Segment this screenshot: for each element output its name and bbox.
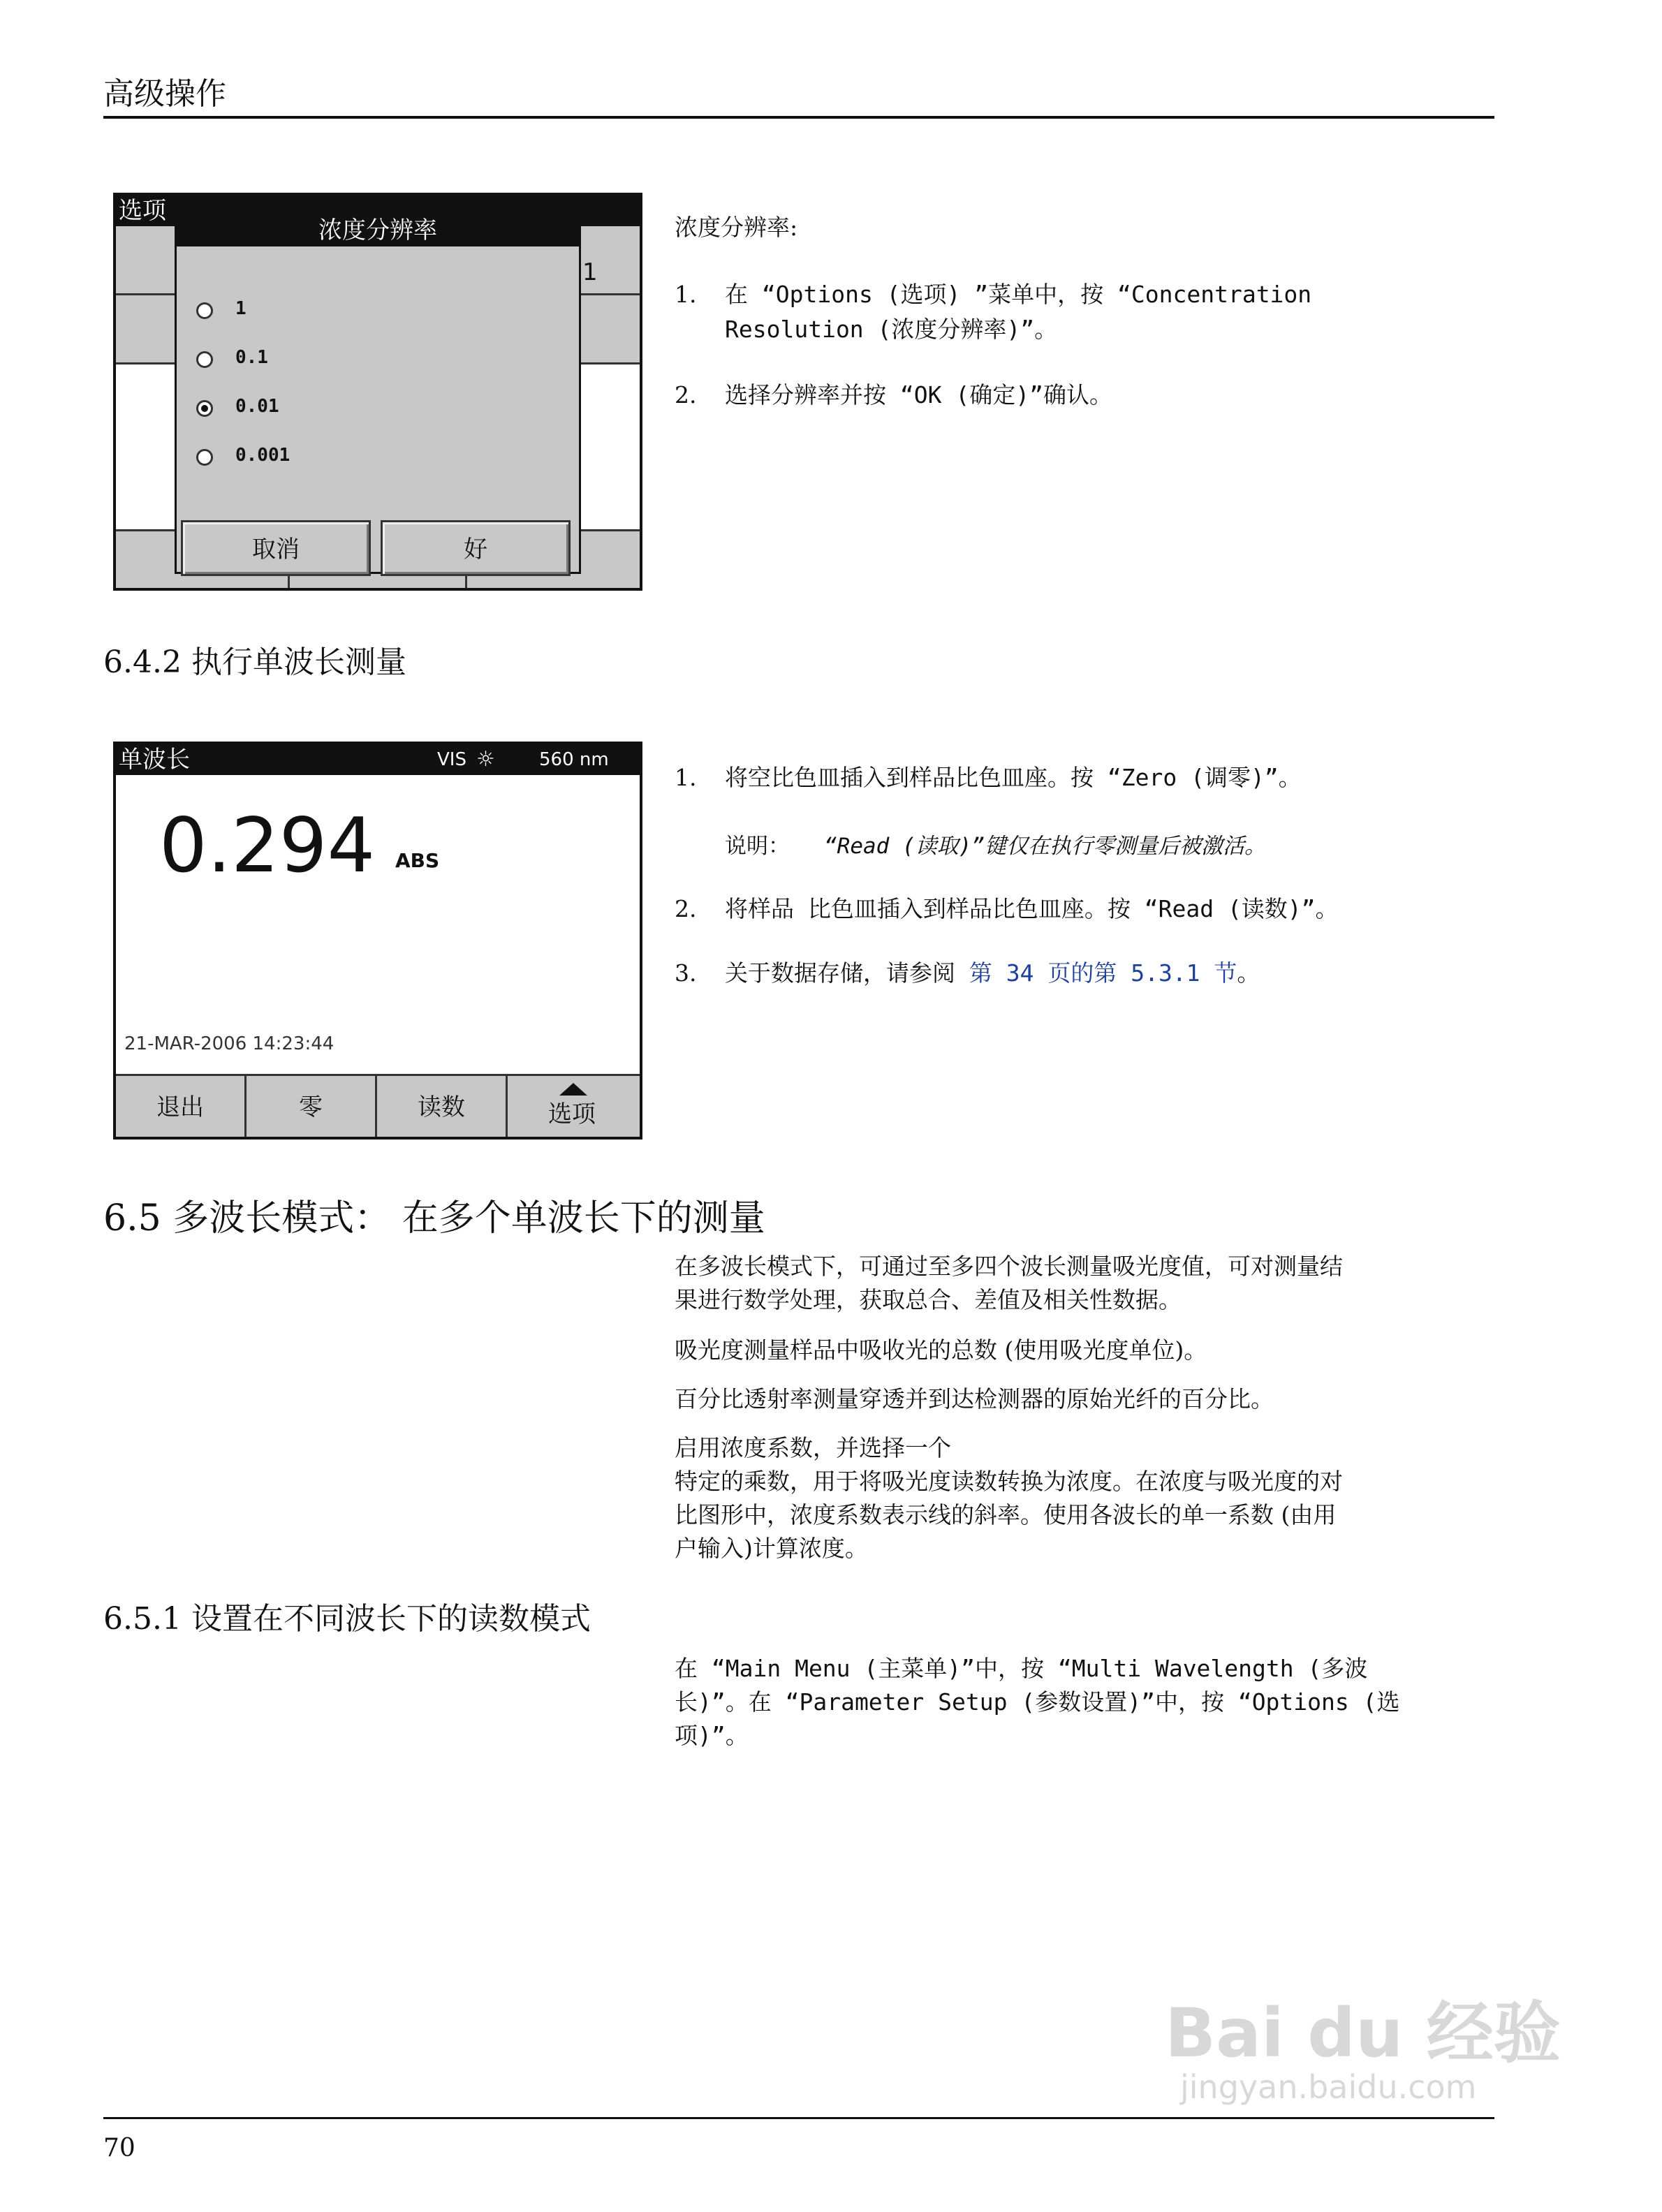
absorbance-unit: ABS xyxy=(395,849,440,872)
note-text: “Read (读取)”键仅在执行零测量后被激活。 xyxy=(824,834,1266,859)
step-number: 2. xyxy=(675,381,697,408)
step-text: 将样品 比色皿插入到样品比色皿座。按 “Read (读数)”。 xyxy=(725,895,1339,922)
read-button[interactable]: 读数 xyxy=(377,1076,508,1139)
exit-button[interactable]: 退出 xyxy=(116,1076,247,1139)
watermark-logo: Bai du 经验 xyxy=(1165,1994,1561,2072)
note-label: 说明： xyxy=(725,834,790,859)
paragraph-line: 长)”。在 “Parameter Setup (参数设置)”中，按 “Options (选 xyxy=(675,1688,1400,1716)
step-text: Resolution (浓度分辨率)”。 xyxy=(725,316,1058,343)
section-title: 6.5 多波长模式： 在多个单波长下的测量 xyxy=(103,1197,765,1239)
paragraph-line: 在 “Main Menu (主菜单)”中，按 “Multi Wavelength (多波 xyxy=(675,1655,1368,1682)
radio-option-0-001[interactable] xyxy=(196,449,213,466)
watermark-url: jingyan.baidu.com xyxy=(1180,2068,1477,2106)
step-text: 将空比色皿插入到样品比色皿座。按 “Zero (调零)”。 xyxy=(725,764,1302,791)
footer-rule xyxy=(103,2117,1494,2119)
cancel-button[interactable]: 取消 xyxy=(181,520,371,576)
page-header-title: 高级操作 xyxy=(103,76,226,112)
radio-label: 1 xyxy=(235,298,247,319)
paragraph-line: 果进行数学处理，获取总合、差值及相关性数据。 xyxy=(675,1286,1182,1313)
step-text: 选择分辨率并按 “OK (确定)”确认。 xyxy=(725,381,1112,408)
radio-label: 0.01 xyxy=(235,396,279,417)
absorbance-value: 0.294 xyxy=(159,802,376,890)
wavelength-readout: 560 nm xyxy=(539,749,609,770)
screen-title: 单波长 xyxy=(119,746,190,774)
radio-label: 0.1 xyxy=(235,347,268,368)
section-title: 6.5.1 设置在不同波长下的读数模式 xyxy=(103,1601,591,1637)
paragraph-line: 启用浓度系数，并选择一个 xyxy=(675,1434,951,1461)
options-row-peek: 1 xyxy=(582,258,598,286)
step-text-suffix: 。 xyxy=(1237,959,1260,987)
radio-option-1[interactable] xyxy=(196,302,213,319)
cross-reference-link[interactable]: 第 34 页的第 5.3.1 节 xyxy=(969,959,1237,987)
ok-button[interactable]: 好 xyxy=(381,520,571,576)
section-title: 6.4.2 执行单波长测量 xyxy=(103,644,406,680)
options-button-label: 选项 xyxy=(548,1100,596,1128)
paragraph: 百分比透射率测量穿透并到达检测器的原始光纤的百分比。 xyxy=(675,1385,1274,1413)
paragraph: 吸光度测量样品中吸收光的总数 (使用吸光度单位)。 xyxy=(675,1336,1207,1364)
radio-option-0-1[interactable] xyxy=(196,351,213,368)
step-number: 3. xyxy=(675,959,697,987)
paragraph-line: 在多波长模式下，可通过至多四个波长测量吸光度值，可对测量结 xyxy=(675,1253,1343,1280)
screen-button-bar xyxy=(116,1074,640,1139)
step-number: 1. xyxy=(675,281,697,308)
single-wavelength-screen xyxy=(113,742,642,1140)
lamp-icon: ☼ xyxy=(476,747,495,772)
step-text xyxy=(725,957,1260,990)
page-number: 70 xyxy=(103,2134,135,2162)
options-screen xyxy=(113,193,642,591)
step-number: 2. xyxy=(675,895,697,922)
paragraph-line: 项)”。 xyxy=(675,1722,749,1749)
paragraph-line: 比图形中，浓度系数表示线的斜率。使用各波长的单一系数 (由用 xyxy=(675,1501,1337,1528)
options-button[interactable] xyxy=(508,1076,636,1139)
paragraph-line: 特定的乘数，用于将吸光度读数转换为浓度。在浓度与吸光度的对 xyxy=(675,1468,1343,1495)
zero-button[interactable]: 零 xyxy=(247,1076,377,1139)
header-rule xyxy=(103,116,1494,119)
radio-option-0-01[interactable] xyxy=(196,400,213,417)
step-text-prefix: 关于数据存储，请参阅 xyxy=(725,959,955,987)
conc-resolution-heading: 浓度分辨率: xyxy=(675,214,798,241)
step-text: 在 “Options (选项) ”菜单中，按 “Concentration xyxy=(725,281,1312,308)
step-number: 1. xyxy=(675,764,697,791)
timestamp: 21-MAR-2006 14:23:44 xyxy=(124,1033,334,1054)
paragraph-line: 户输入)计算浓度。 xyxy=(675,1535,868,1562)
up-arrow-icon xyxy=(559,1083,587,1096)
dialog-title: 浓度分辨率 xyxy=(177,214,579,246)
vis-label: VIS xyxy=(437,749,466,770)
options-title: 选项 xyxy=(119,197,166,225)
radio-label: 0.001 xyxy=(235,445,291,466)
concentration-resolution-dialog xyxy=(175,212,581,574)
screen-title-bar xyxy=(116,744,640,775)
